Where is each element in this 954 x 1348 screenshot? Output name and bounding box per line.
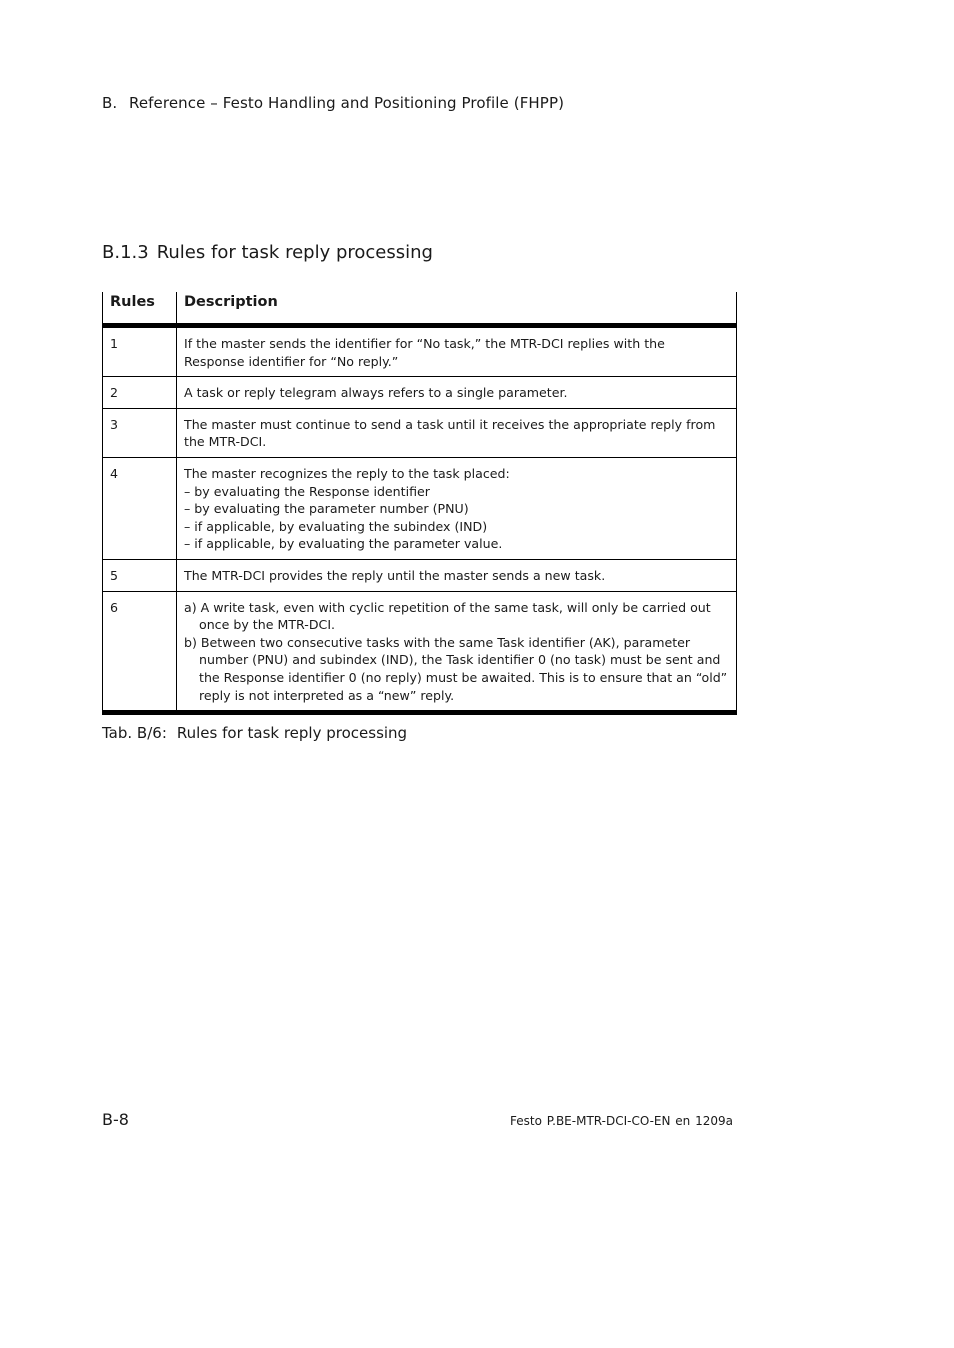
section-number: B.1.3	[102, 242, 149, 263]
header-appendix-letter: B.	[102, 94, 118, 112]
rule-number: 1	[103, 326, 177, 377]
rule-description: The MTR-DCI provides the reply until the master sends a new task.	[177, 559, 737, 591]
table-row	[103, 377, 737, 409]
rules-table	[102, 292, 737, 715]
section-heading	[102, 242, 433, 263]
rule-bullet: – by evaluating the Response identifier	[184, 483, 430, 499]
rule-number: 3	[103, 408, 177, 457]
rule-number: 5	[103, 559, 177, 591]
table-header-row	[103, 292, 737, 326]
rule-subitem: b) Between two consecutive tasks with the same Task identifier (AK), parameter number (PNU) and subindex (IND), the Task identifier 0 (no task) must be sent and the Response identifier 0 (no reply) must be awaited. This is to ensure that an “old” reply is not interpreted as a “new” reply.	[184, 634, 728, 703]
rule-description: The master must continue to send a task until it receives the appropriate reply from the MTR-DCI.	[177, 408, 737, 457]
rule-description	[177, 457, 737, 559]
table-row	[103, 591, 737, 713]
rule-number: 6	[103, 591, 177, 713]
table-caption	[102, 724, 407, 742]
rule-intro: The master recognizes the reply to the task placed:	[184, 465, 510, 481]
column-header-rules: Rules	[103, 292, 177, 326]
section-title: Rules for task reply processing	[156, 242, 433, 263]
caption-text: Rules for task reply processing	[176, 724, 408, 742]
rule-subitem: a) A write task, even with cyclic repetition of the same task, will only be carried out once by the MTR-DCI.	[184, 599, 711, 633]
rule-description: A task or reply telegram always refers to a single parameter.	[177, 377, 737, 409]
table-row	[103, 326, 737, 377]
rule-number: 2	[103, 377, 177, 409]
table-row	[103, 457, 737, 559]
rule-description	[177, 591, 737, 713]
column-header-description: Description	[177, 292, 737, 326]
caption-label: Tab. B/6:	[102, 724, 167, 742]
table-row	[103, 408, 737, 457]
table-row	[103, 559, 737, 591]
rule-bullet: – if applicable, by evaluating the parameter value.	[184, 536, 503, 552]
rule-bullet: – by evaluating the parameter number (PNU)	[184, 501, 469, 517]
footer-document-id: Festo P.BE-MTR-DCI-CO-EN en 1209a	[510, 1114, 733, 1128]
rule-number: 4	[103, 457, 177, 559]
rule-description: If the master sends the identifier for “No task,” the MTR-DCI replies with the Response identifier for “No reply.”	[177, 326, 737, 377]
running-header	[102, 94, 564, 112]
rule-bullet: – if applicable, by evaluating the subindex (IND)	[184, 518, 488, 534]
header-title: Reference – Festo Handling and Positioning Profile (FHPP)	[129, 94, 565, 112]
page-number: B-8	[102, 1110, 129, 1129]
